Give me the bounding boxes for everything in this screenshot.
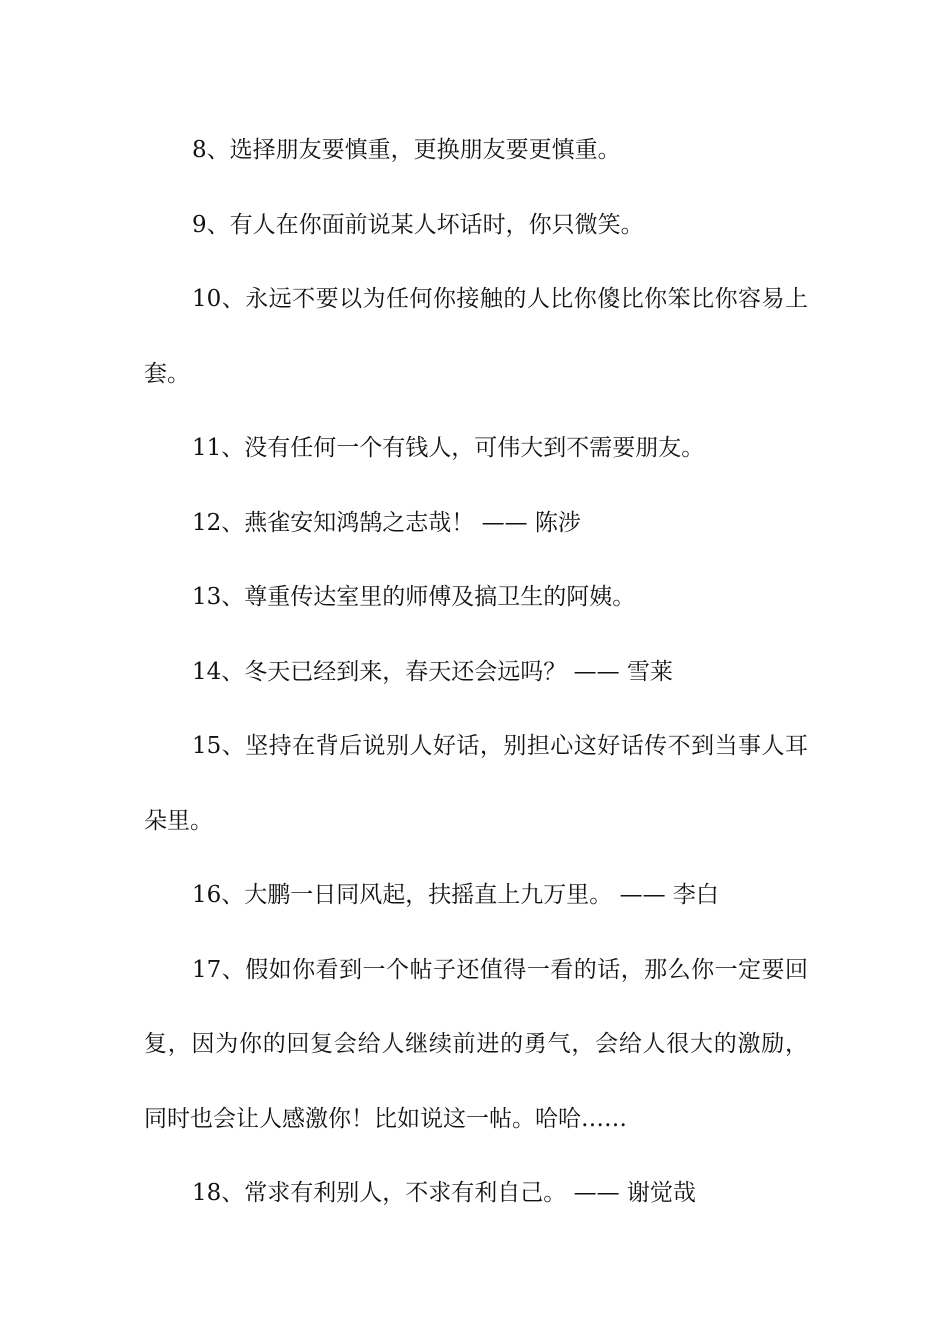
paragraph-17: 17、假如你看到一个帖子还值得一看的话，那么你一定要回复，因为你的回复会给人继续前进的勇气，会给人很大的激励，同时也会让人感激你！比如说这一帖。哈哈…… xyxy=(144,956,808,1132)
paragraph-9: 9、有人在你面前说某人坏话时，你只微笑。 xyxy=(192,211,644,238)
paragraph-11: 11、没有任何一个有钱人，可伟大到不需要朋友。 xyxy=(192,435,705,461)
paragraph-13: 13、尊重传达室里的师傅及搞卫生的阿姨。 xyxy=(192,584,636,610)
document-body xyxy=(144,113,808,1231)
paragraph-10: 10、永远不要以为任何你接触的人比你傻比你笨比你容易上套。 xyxy=(144,286,808,387)
paragraph-18: 18、常求有利别人，不求有利自己。 —— 谢觉哉 xyxy=(192,1180,696,1206)
paragraph-14: 14、冬天已经到来，春天还会远吗？ —— 雪莱 xyxy=(192,658,673,685)
paragraph-12: 12、燕雀安知鸿鹄之志哉！ —— 陈涉 xyxy=(192,509,581,536)
paragraph-16: 16、大鹏一日同风起，扶摇直上九万里。 —— 李白 xyxy=(192,882,719,908)
paragraph-8: 8、选择朋友要慎重，更换朋友要更慎重。 xyxy=(192,137,621,163)
paragraph-15: 15、坚持在背后说别人好话，别担心这好话传不到当事人耳朵里。 xyxy=(144,733,808,834)
